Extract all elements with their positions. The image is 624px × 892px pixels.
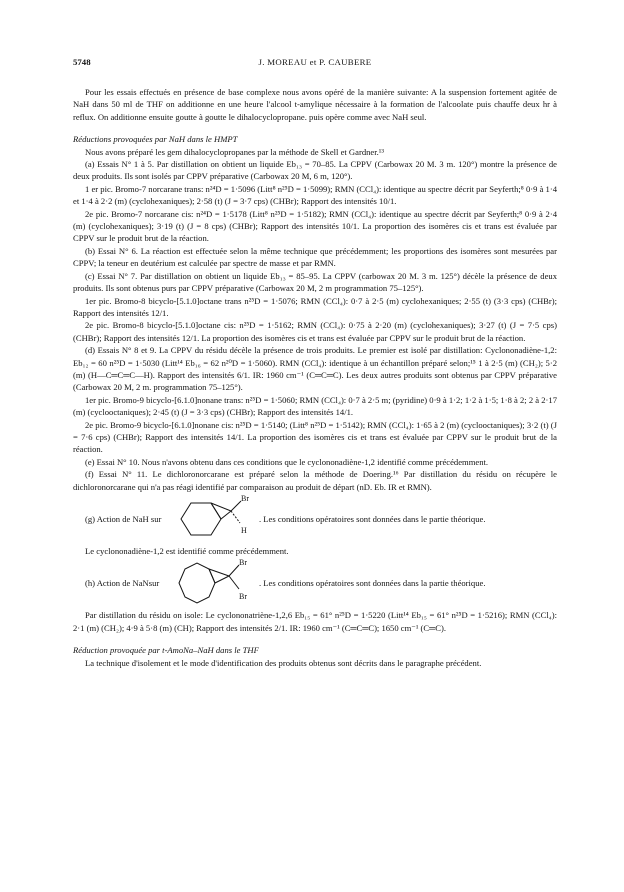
paragraph-essai-6: (b) Essai N° 6. La réaction est effectuée selon la même technique que précédemment; les proportions des isomères sont mesurées par CPPV; la teneur en deutérium est calculée par spectre de masse et par RMN. — [73, 245, 557, 269]
page-header — [73, 56, 557, 68]
paragraph-skell-gardner: Nous avons préparé les gem dihalocyclopropanes par la méthode de Skell et Gardner.¹³ — [85, 146, 384, 157]
reaction-g — [73, 493, 557, 545]
paragraph-technique: La technique d'isolement et le mode d'identification des produits obtenus sont décrits dans le paragraphe précédent. — [85, 657, 482, 668]
reaction-h-br-bottom-label: Br — [239, 592, 247, 602]
paragraph-octane-trans: 1er pic. Bromo-8 bicyclo-[5.1.0]octane trans n²⁵D = 1·5076; RMN (CCl₄): 0·7 à 2·5 (m) cyclohexaniques; 2·55 (t) (3·3 cps) (CHBr); Rapport des intensités 12/1. — [73, 295, 557, 318]
paragraph-norcarane-cis: 2e pic. Bromo-7 norcarane cis: n²⁴D = 1·5178 (Litt⁸ n²⁵D = 1·5182); RMN (CCl₄): identique au spectre décrit par Seyferth;⁸ 0·9 à 2·4 (m) (cyclohexaniques); 3·19 (t) (J = 8 cps) (CHBr); Rapport des intensités 10/1. La proportion des isomères cis et trans est évaluée par CPPV sur le produit brut de la réaction. — [73, 208, 557, 244]
paragraph-nonane-trans: 1er pic. Bromo-9 bicyclo-[6.1.0]nonane trans: n²⁵D = 1·5060; RMN (CCl₄): 0·7 à 2·5 m; (pyridine) 0·9 à 1·2; 1·2 à 1·5; 1·8 à 2; 2 à 2·17 (m) (cyclooctaniques); 2·45 (t) (J = 3·3 cps) (CHBr); Rapport des intensités 14/1. — [73, 394, 557, 418]
reaction-g-h-label: H — [241, 526, 247, 535]
paragraph-essai-11: (f) Essai N° 11. Le dichloronorcarane est préparé selon la méthode de Doering.¹⁶ Par distillation du résidu on récupère le dichloronorcarane qui n'a pas réagi identifié par comparaison au produit de départ (nD. Eb. IR et RMN). — [73, 469, 557, 492]
paragraph-essai-10: (e) Essai N° 10. Nous n'avons obtenu dans ces conditions que le cyclononadiène-1,2 identifié comme précédemment. — [85, 456, 489, 467]
reaction-g-text: . Les conditions opératoires sont données dans le partie théorique. — [259, 514, 486, 524]
reaction-g-label: (g) Action de NaH sur — [85, 514, 162, 524]
reaction-g-br-label: Br — [241, 494, 249, 503]
reaction-h — [73, 557, 557, 609]
paragraph-essais-1-5: (a) Essais N° 1 à 5. Par distillation on obtient un liquide Eb₁₃ = 70–85. La CPPV (Carbowax 20 M. 3 m. 120°) montre la présence de deux produits. Ils sont isolés par CPPV préparative (Carbowax 20 M, 6 m, 120°). — [73, 159, 557, 182]
page-number: 5748 — [73, 57, 91, 67]
paragraph-nonane-cis: 2e pic. Bromo-9 bicyclo-[6.1.0]nonane cis: n²⁵D = 1·5140; (Litt⁸ n²⁵D = 1·5142); RMN (CCl₄): 1·65 à 2 (m) (cyclooctaniques); 3·2 (t) (J = 7·6 cps) (CHBr); Rapport des intensités 14/1. La proportion des isomères cis et trans est évaluée par CPPV sur le produit brut de la réaction. — [73, 419, 557, 455]
section-title-thf: Réduction provoquée par t-AmoNa–NaH dans le THF — [73, 645, 259, 656]
paragraph-octane-cis: 2e pic. Bromo-8 bicyclo-[5.1.0]octane cis: n²⁵D = 1·5162; RMN (CCl₄): 0·75 à 2·20 (m) (cyclohexaniques); 3·27 (t) (J = 7·5 cps) (CHBr); Rapport des intensités 12/1. La proportion des isomères cis et trans est évaluée par CPPV sur le produit brut de la réaction. — [73, 320, 557, 343]
running-title: J. MOREAU et P. CAUBERE — [258, 57, 372, 67]
paragraph-cyclononadiene: Le cyclononadiène-1,2 est identifié comme précédemment. — [85, 546, 289, 556]
reaction-h-br-top-label: Br — [239, 558, 247, 568]
journal-page — [73, 56, 557, 669]
section-title-hmpt: Réductions provoquées par NaH dans le HMPT — [73, 134, 238, 145]
reaction-h-label: (h) Action de NaNsur — [85, 578, 160, 589]
paragraph-base-complexe: Pour les essais effectués en présence de base complexe nous avons opéré de la manière suivante: A la suspension fortement agitée de NaH dans 50 ml de THF on additionne en une heure l'alcool t-amylique nécessaire à la formation de l'alcoolate puis chauffe deux hr à reflux. On additionne ensuite goutte à goutte le dihalocyclopropane. puis opère comme avec NaH seul. — [73, 87, 557, 122]
reaction-h-text: . Les conditions opératoires sont données dans la partie théorique. — [259, 578, 486, 589]
paragraph-essais-8-9: (d) Essais N° 8 et 9. La CPPV du résidu décèle la présence de trois produits. Le premier est isolé par distillation: Cyclononadiène-1,2: Eb₁₂ = 60 n²⁵D = 1·5030 (Litt¹⁴ Eb₁₆ = 62 n²⁰D = 1·5060). RMN (CCl₄): identique à un échantillon préparé selon;¹⁵ 1 à 2·5 (m) (CH₂); 5·2 (m) (H—C═C═C—H). Rapport des intensités 6/1. IR: 1960 cm⁻¹ (C═C═C). Les deux autres produits sont obtenus par CPPV préparative (Carbowax 20 M, 2 m. programmation 75–125°). — [73, 345, 557, 393]
paragraph-essai-7: (c) Essai N° 7. Par distillation on obtient un liquide Eb₁₃ = 85–95. La CPPV (carbowax 20 M. 3 m. 125°) décèle la présence de deux produits. Ils sont obtenus purs par CPPV préparative (Carbowax 20 M, 2 m programmation 75–125°). — [73, 270, 557, 294]
paragraph-cyclononatriene: Par distillation du résidu on isole: Le cyclononatriène-1,2,6 Eb₁₅ = 61° n²⁵D = 1·5220 (Litt¹⁴ Eb₁₅ = 61° n²⁵D = 1·5216); RMN (CCl₄): 2·1 (m) (CH₂); 4·9 à 5·8 (m) (CH); Rapport des intensités 2/1. IR: 1960 cm⁻¹ (C═C═C); 1650 cm⁻¹ (C═C). — [73, 610, 557, 633]
paragraph-norcarane-trans: 1 er pic. Bromo-7 norcarane trans: n²⁴D = 1·5096 (Litt⁸ n²⁵D = 1·5099); RMN (CCl₄): identique au spectre décrit par Seyferth;⁸ 0·9 à 1·4 et 1·4 à 2·2 (m) (cyclohexaniques); 2·58 (t) (J = 3·7 cps) (CHBr); Rapport des intensités 10/1. — [73, 183, 557, 207]
